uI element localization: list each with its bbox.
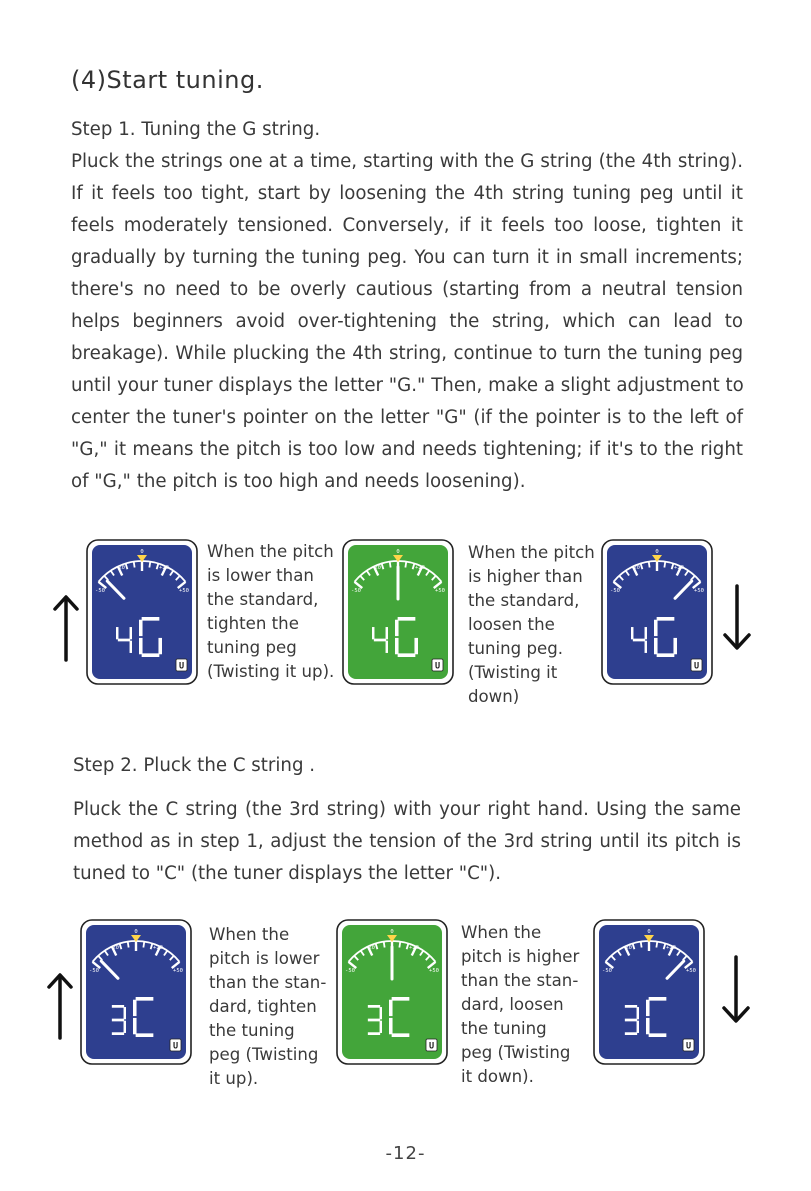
scale-label-minus20: -20 [109,945,119,951]
scale-label-plus20: +20 [153,945,163,951]
scale-label-zero: 0 [134,929,138,935]
scale-label-minus50: -50 [89,968,99,974]
text-line: feels moderately tensioned. Conversely, if it feels too loose, tighten it [71,215,743,236]
tuner-screen [601,539,713,685]
scale-tick [664,562,665,568]
down-arrow-icon [721,955,751,1025]
step1-body [71,114,743,498]
tuner-display-c-high [593,919,705,1069]
scale-label-minus50: -50 [602,968,612,974]
text-line: If it feels too tight, start by loosening the 4th string tuning peg until it [71,183,743,204]
scale-label-minus20: -20 [371,565,381,571]
tuner-display-g-low [86,539,198,689]
step2-body [73,794,741,890]
scale-tick [399,942,400,948]
text-line: tuned to "C" (the tuner displays the letter "C"). [73,863,502,884]
text-line: gradually by turning the tuning peg. You can turn it in small increments; [71,247,743,268]
scale-tick [390,562,391,568]
scale-tick [384,942,385,948]
scale-tick [143,942,144,948]
text-line: of "G," the pitch is too high and needs loosening). [71,471,526,492]
caption-g-high: When the pitch is higher than the standard, loosen the tuning peg. (Twisting it down) [468,543,595,706]
mode-badge-label: U [428,1041,435,1052]
scale-tick [641,942,642,948]
mode-badge-label: U [178,661,185,672]
scale-label-zero: 0 [647,929,651,935]
scale-label-plus50: +50 [429,968,439,974]
scale-label-zero: 0 [396,549,400,555]
scale-label-minus20: -20 [630,565,640,571]
scale-label-minus20: -20 [622,945,632,951]
scale-label-plus50: +50 [173,968,183,974]
up-arrow-icon [46,970,74,1040]
tuner-screen [342,539,454,685]
scale-label-zero: 0 [140,549,144,555]
scale-label-minus20: -20 [365,945,375,951]
text-line: there's no need to be overly cautious (starting from a neutral tension [71,279,743,300]
scale-label-plus20: +20 [159,565,169,571]
text-line: breakage). While plucking the 4th string, continue to turn the tuning peg [71,343,743,364]
tuner-display-c-tuned [336,919,448,1069]
text-line: until your tuner displays the letter "G." Then, make a slight adjustment to [71,375,744,396]
text-line: center the tuner's pointer on the letter "G" (if the pointer is to the left of [71,407,743,428]
scale-label-minus50: -50 [95,588,105,594]
scale-label-minus20: -20 [115,565,125,571]
step1-title: Step 1. Tuning the G string. [71,119,321,140]
scale-tick [134,562,135,568]
text-line: helps beginners avoid over-tightening the string, which can lead to [71,311,743,332]
scale-tick [128,942,129,948]
tuner-screen [336,919,448,1065]
section-heading: (4)Start tuning. [71,66,264,94]
scale-label-plus20: +20 [415,565,425,571]
page-number: -12- [385,1143,426,1164]
tuner-screen [80,919,192,1065]
scale-label-minus50: -50 [610,588,620,594]
scale-label-plus20: +20 [666,945,676,951]
caption-g-low: When the pitch is lower than the standard, tighten the tuning peg (Twisting it up). [207,542,335,681]
scale-tick [405,562,406,568]
down-arrow-icon [722,584,752,654]
text-line: "G," it means the pitch is too low and needs tightening; if it's to the right [71,439,743,460]
mode-badge-label: U [434,661,441,672]
mode-badge-label: U [685,1041,692,1052]
caption-c-high: When the pitch is higher than the stan- dard, loosen the tuning peg (Twisting it down). [461,923,580,1086]
scale-label-zero: 0 [655,549,659,555]
mode-badge-label: U [693,661,700,672]
scale-label-plus50: +50 [179,588,189,594]
mode-badge-label: U [172,1041,179,1052]
scale-label-plus50: +50 [686,968,696,974]
step2-title-block [73,750,741,782]
scale-label-minus50: -50 [345,968,355,974]
text-line: Pluck the C string (the 3rd string) with your right hand. Using the same [73,799,741,820]
step2-title: Step 2. Pluck the C string . [73,755,316,776]
scale-label-zero: 0 [390,929,394,935]
scale-tick [149,562,150,568]
scale-label-plus50: +50 [694,588,704,594]
text-line: Pluck the strings one at a time, starting with the G string (the 4th string). [71,151,743,172]
scale-label-plus20: +20 [409,945,419,951]
tuner-display-g-tuned [342,539,454,689]
scale-label-plus50: +50 [435,588,445,594]
text-line: method as in step 1, adjust the tension of the 3rd string until its pitch is [73,831,741,852]
scale-label-plus20: +20 [674,565,684,571]
tuner-display-c-low [80,919,192,1069]
tuner-screen [593,919,705,1065]
tuner-screen [86,539,198,685]
up-arrow-icon [52,592,80,662]
tuner-display-g-high [601,539,713,689]
scale-tick [656,942,657,948]
caption-c-low: When the pitch is lower than the stan- dard, tighten the tuning peg (Twisting it up). [209,925,327,1088]
scale-label-minus50: -50 [351,588,361,594]
scale-tick [649,562,650,568]
